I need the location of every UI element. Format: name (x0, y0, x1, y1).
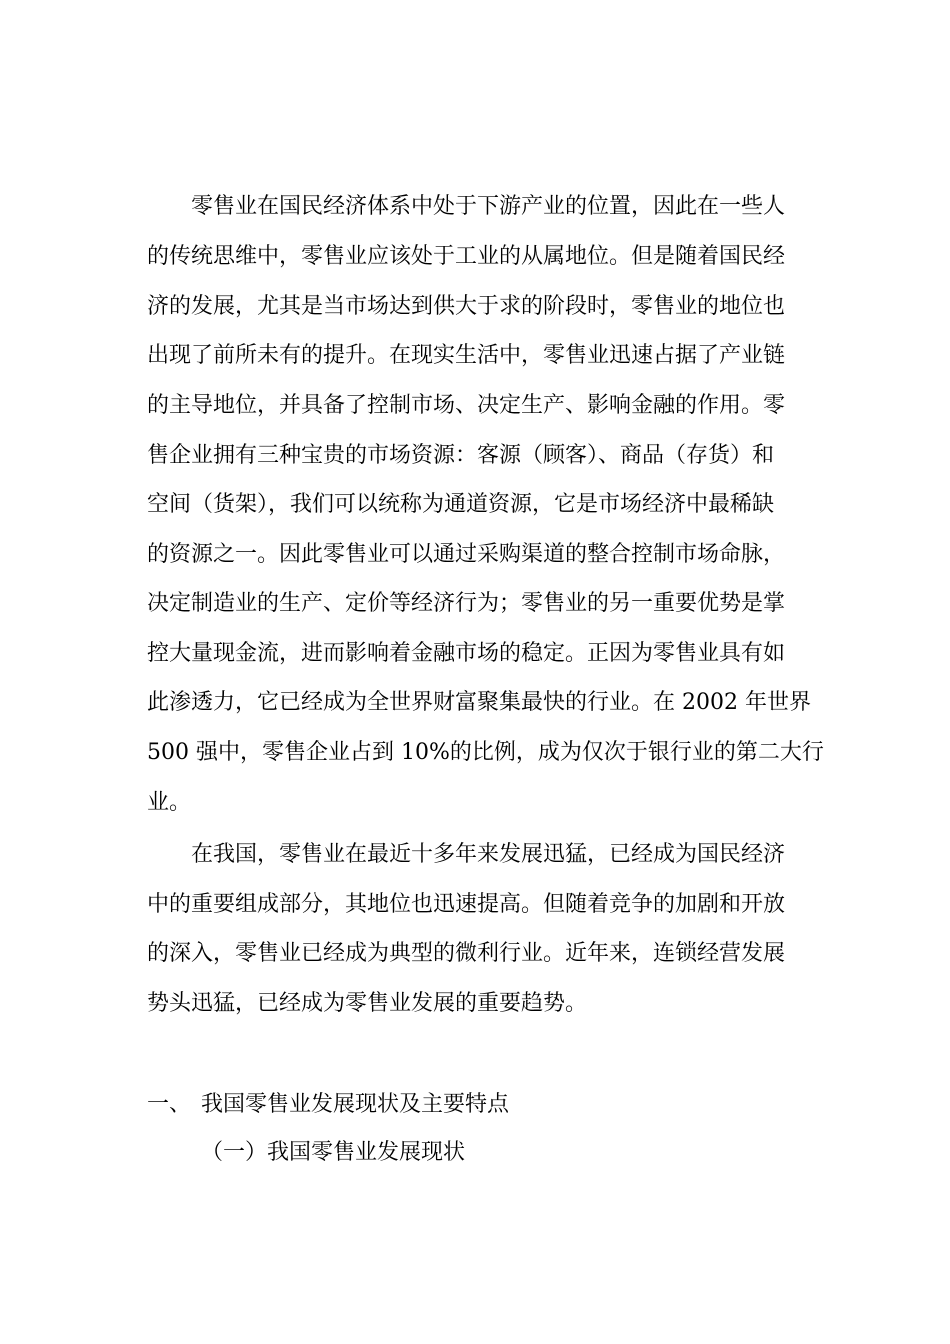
section-title: 我国零售业发展现状及主要特点 (201, 1092, 510, 1117)
text-line: 中的重要组成部分，其地位也迅速提高。但随着竞争的加剧和开放 (147, 892, 786, 917)
text-line: 决定制造业的生产、定价等经济行为；零售业的另一重要优势是掌 (147, 591, 786, 616)
text-line: 业。 (147, 790, 192, 815)
text-line: 500 强中，零售企业占到 10%的比例，成为仅次于银行业的第二大行 (147, 740, 824, 765)
subsection-title: （一）我国零售业发展现状 (201, 1140, 466, 1165)
text-line: 的深入，零售业已经成为典型的微利行业。近年来，连锁经营发展 (147, 941, 786, 966)
text-line: 的资源之一。因此零售业可以通过采购渠道的整合控制市场命脉， (147, 542, 786, 567)
text-line: 在我国，零售业在最近十多年来发展迅猛，已经成为国民经济 (191, 842, 786, 867)
text-line: 济的发展，尤其是当市场达到供大于求的阶段时，零售业的地位也 (147, 294, 786, 319)
text-line: 出现了前所未有的提升。在现实生活中，零售业迅速占据了产业链 (147, 343, 786, 368)
section-number: 一、 (147, 1092, 192, 1117)
text-line: 售企业拥有三种宝贵的市场资源：客源（顾客）、商品（存货）和 (147, 443, 775, 468)
text-line: 此渗透力，它已经成为全世界财富聚集最快的行业。在 2002 年世界 (147, 690, 811, 715)
text-line: 控大量现金流，进而影响着金融市场的稳定。正因为零售业具有如 (147, 641, 786, 666)
text-line: 的主导地位，并具备了控制市场、决定生产、影响金融的作用。零 (147, 393, 786, 418)
text-line: 空间（货架），我们可以统称为通道资源，它是市场经济中最稀缺 (147, 492, 775, 517)
text-line: 零售业在国民经济体系中处于下游产业的位置，因此在一些人 (191, 194, 786, 219)
text-line: 势头迅猛，已经成为零售业发展的重要趋势。 (147, 991, 588, 1016)
text-line: 的传统思维中，零售业应该处于工业的从属地位。但是随着国民经 (147, 244, 786, 269)
